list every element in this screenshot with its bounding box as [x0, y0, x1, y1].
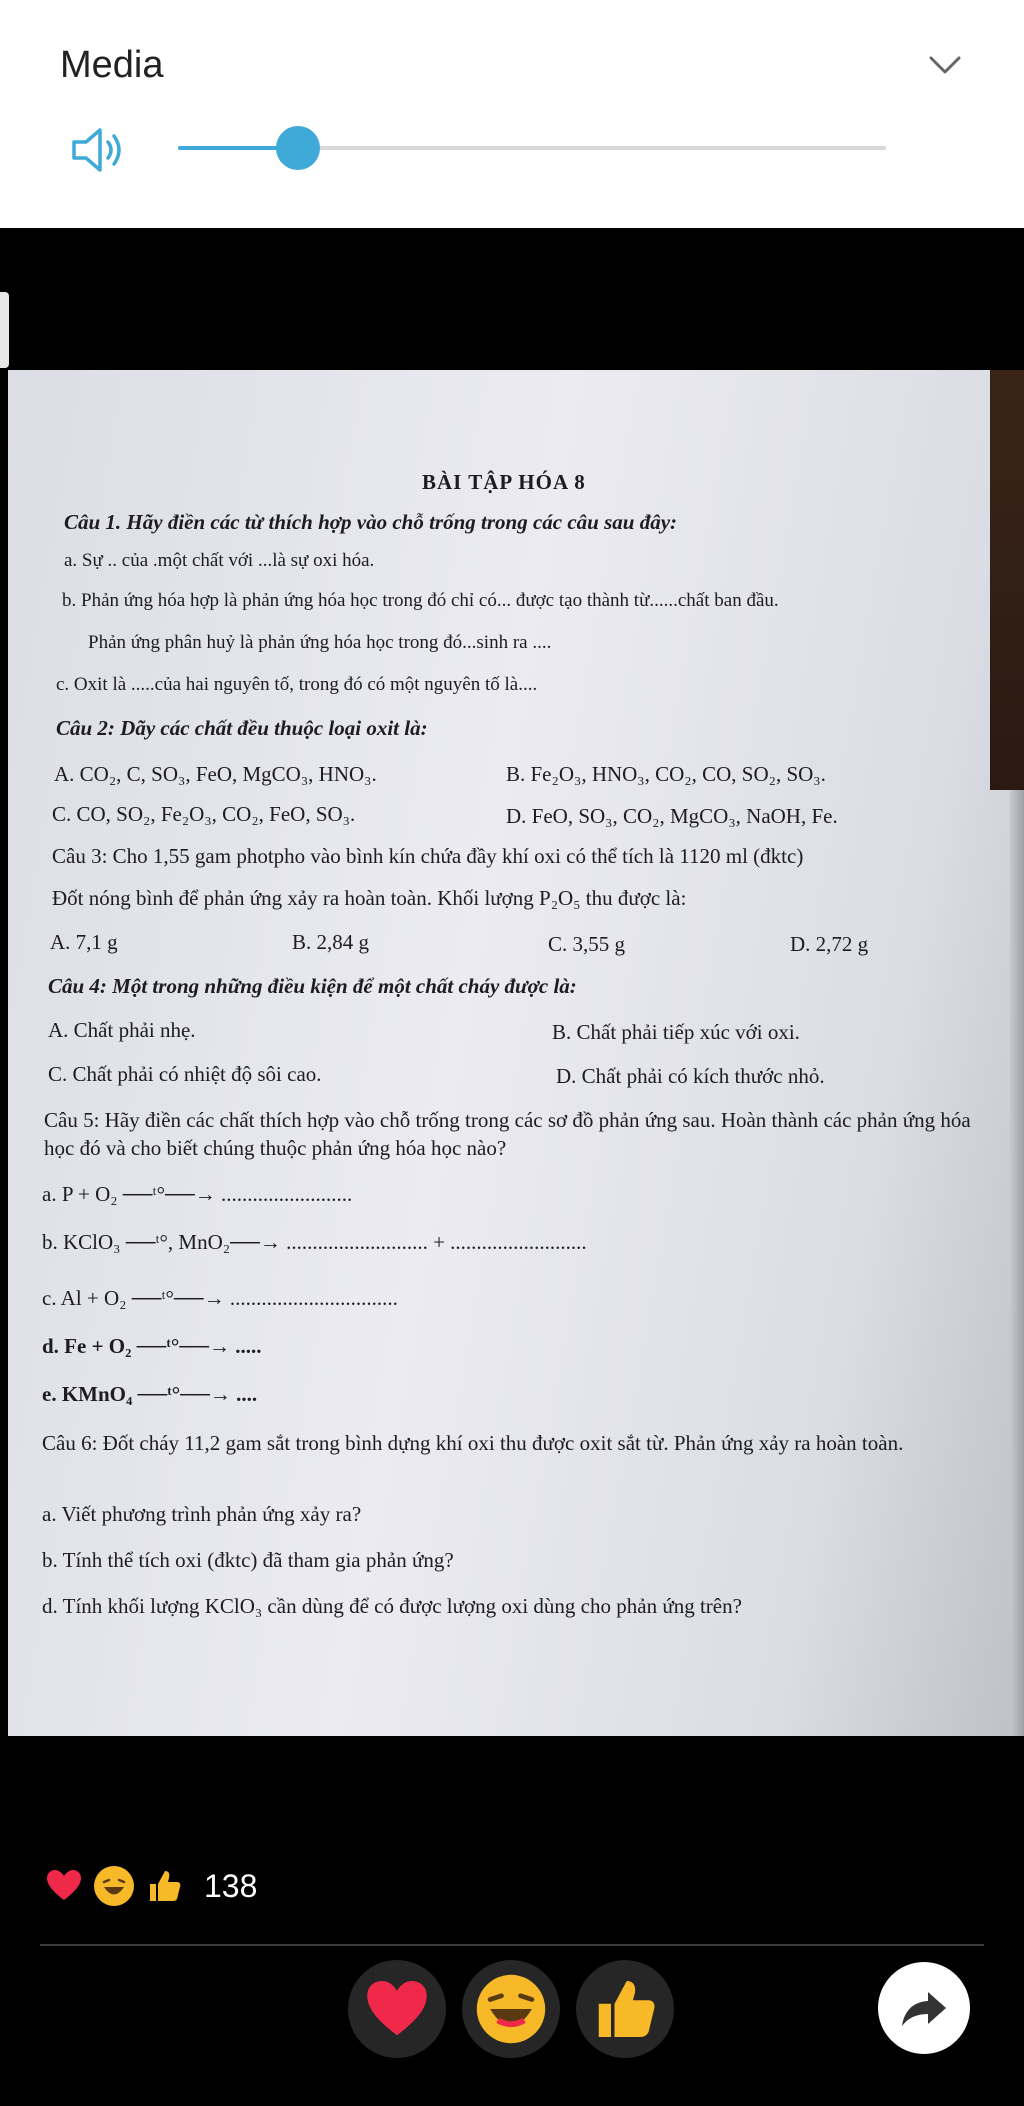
share-icon: [898, 1982, 950, 2034]
question-3-cont: Đốt nóng bình để phản ứng xảy ra hoàn toàn. Khối lượng P₂O₅ thu được là:: [52, 886, 687, 910]
heart-reaction-button[interactable]: [348, 1960, 446, 2058]
like-reaction-button[interactable]: [576, 1960, 674, 2058]
question-5b: b. KClO₃ ──ᵗ°, MnO₂──→ ........................... + ..........................: [42, 1230, 587, 1254]
edge-panel-handle[interactable]: [0, 292, 9, 368]
speaker-icon[interactable]: [68, 118, 132, 182]
question-1b-cont: Phản ứng phân huỷ là phản ứng hóa học trong đó...sinh ra ....: [88, 632, 552, 653]
question-3-option-a: A. 7,1 g: [50, 930, 118, 954]
reaction-count: 138: [204, 1867, 258, 1904]
heart-icon: [44, 1866, 84, 1906]
question-1a: a. Sự .. của .một chất với ...là sự oxi hóa.: [64, 550, 375, 571]
question-1c: c. Oxit là .....của hai nguyên tố, trong đó có một nguyên tố là....: [56, 674, 538, 695]
question-5c: c. Al + O₂ ──ᵗ°──→ ................................: [42, 1286, 398, 1310]
worksheet-content: [8, 370, 1024, 1736]
question-2-option-c: C. CO, SO₂, Fe₂O₃, CO₂, FeO, SO₃.: [52, 802, 356, 826]
question-4: Câu 4: Một trong những điều kiện để một chất cháy được là:: [48, 974, 577, 998]
question-3-option-c: C. 3,55 g: [548, 932, 626, 956]
like-icon: [144, 1866, 184, 1906]
chevron-down-icon[interactable]: [928, 48, 962, 82]
question-6: Câu 6: Đốt cháy 11,2 gam sắt trong bình dựng khí oxi thu được oxit sắt từ. Phản ứng xảy ra hoàn toàn.: [42, 1431, 904, 1455]
question-4-option-a: A. Chất phải nhẹ.: [48, 1018, 196, 1042]
haha-icon: [94, 1866, 134, 1906]
question-4-option-c: C. Chất phải có nhiệt độ sôi cao.: [48, 1062, 322, 1086]
question-4-option-b: B. Chất phải tiếp xúc với oxi.: [552, 1020, 800, 1044]
question-6d: d. Tính khối lượng KClO₃ cần dùng để có được lượng oxi dùng cho phản ứng trên?: [42, 1594, 742, 1618]
worksheet-title: BÀI TẬP HÓA 8: [422, 470, 586, 494]
question-3-option-b: B. 2,84 g: [292, 930, 370, 954]
question-5a: a. P + O₂ ──ᵗ°──→ .........................: [42, 1182, 353, 1206]
question-6b: b. Tính thể tích oxi (đktc) đã tham gia phản ứng?: [42, 1548, 454, 1572]
share-button[interactable]: [878, 1962, 970, 2054]
question-5d: d. Fe + O₂ ──ᵗ°──→ .....: [42, 1334, 262, 1358]
heart-icon: [362, 1974, 432, 2044]
media-title: Media: [60, 44, 164, 86]
question-1b: b. Phản ứng hóa hợp là phản ứng hóa học trong đó chỉ có... được tạo thành từ......chất ban đầu.: [62, 590, 779, 611]
question-3-option-d: D. 2,72 g: [790, 932, 869, 956]
question-2-option-a: A. CO₂, C, SO₃, FeO, MgCO₃, HNO₃.: [54, 762, 377, 786]
worksheet-photo: [8, 370, 1024, 1736]
like-icon: [590, 1974, 660, 2044]
reaction-summary[interactable]: [44, 1862, 257, 1910]
question-1: Câu 1. Hãy điền các từ thích hợp vào chỗ trống trong các câu sau đây:: [64, 510, 678, 534]
media-volume-panel: [0, 0, 1024, 228]
question-3: Câu 3: Cho 1,55 gam photpho vào bình kín chứa đầy khí oxi có thể tích là 1120 ml (đktc): [52, 844, 804, 868]
question-2-option-d: D. FeO, SO₃, CO₂, MgCO₃, NaOH, Fe.: [506, 804, 838, 828]
haha-icon: [473, 1971, 549, 2047]
question-2: Câu 2: Dãy các chất đều thuộc loại oxit là:: [56, 716, 428, 740]
haha-reaction-button[interactable]: [462, 1960, 560, 2058]
volume-slider[interactable]: [178, 146, 886, 150]
divider: [40, 1944, 984, 1946]
question-5e: e. KMnO₄ ──ᵗ°──→ ....: [42, 1382, 258, 1406]
volume-slider-thumb[interactable]: [276, 126, 320, 170]
question-6a: a. Viết phương trình phản ứng xảy ra?: [42, 1502, 362, 1526]
question-2-option-b: B. Fe₂O₃, HNO₃, CO₂, CO, SO₂, SO₃.: [506, 762, 826, 786]
question-5: Câu 5: Hãy điền các chất thích hợp vào chỗ trống trong các sơ đồ phản ứng sau. Hoàn thành các phản ứng hóa học đó và cho biết chúng thuộc phản ứng hóa học nào?: [44, 1108, 971, 1160]
question-4-option-d: D. Chất phải có kích thước nhỏ.: [556, 1064, 825, 1088]
